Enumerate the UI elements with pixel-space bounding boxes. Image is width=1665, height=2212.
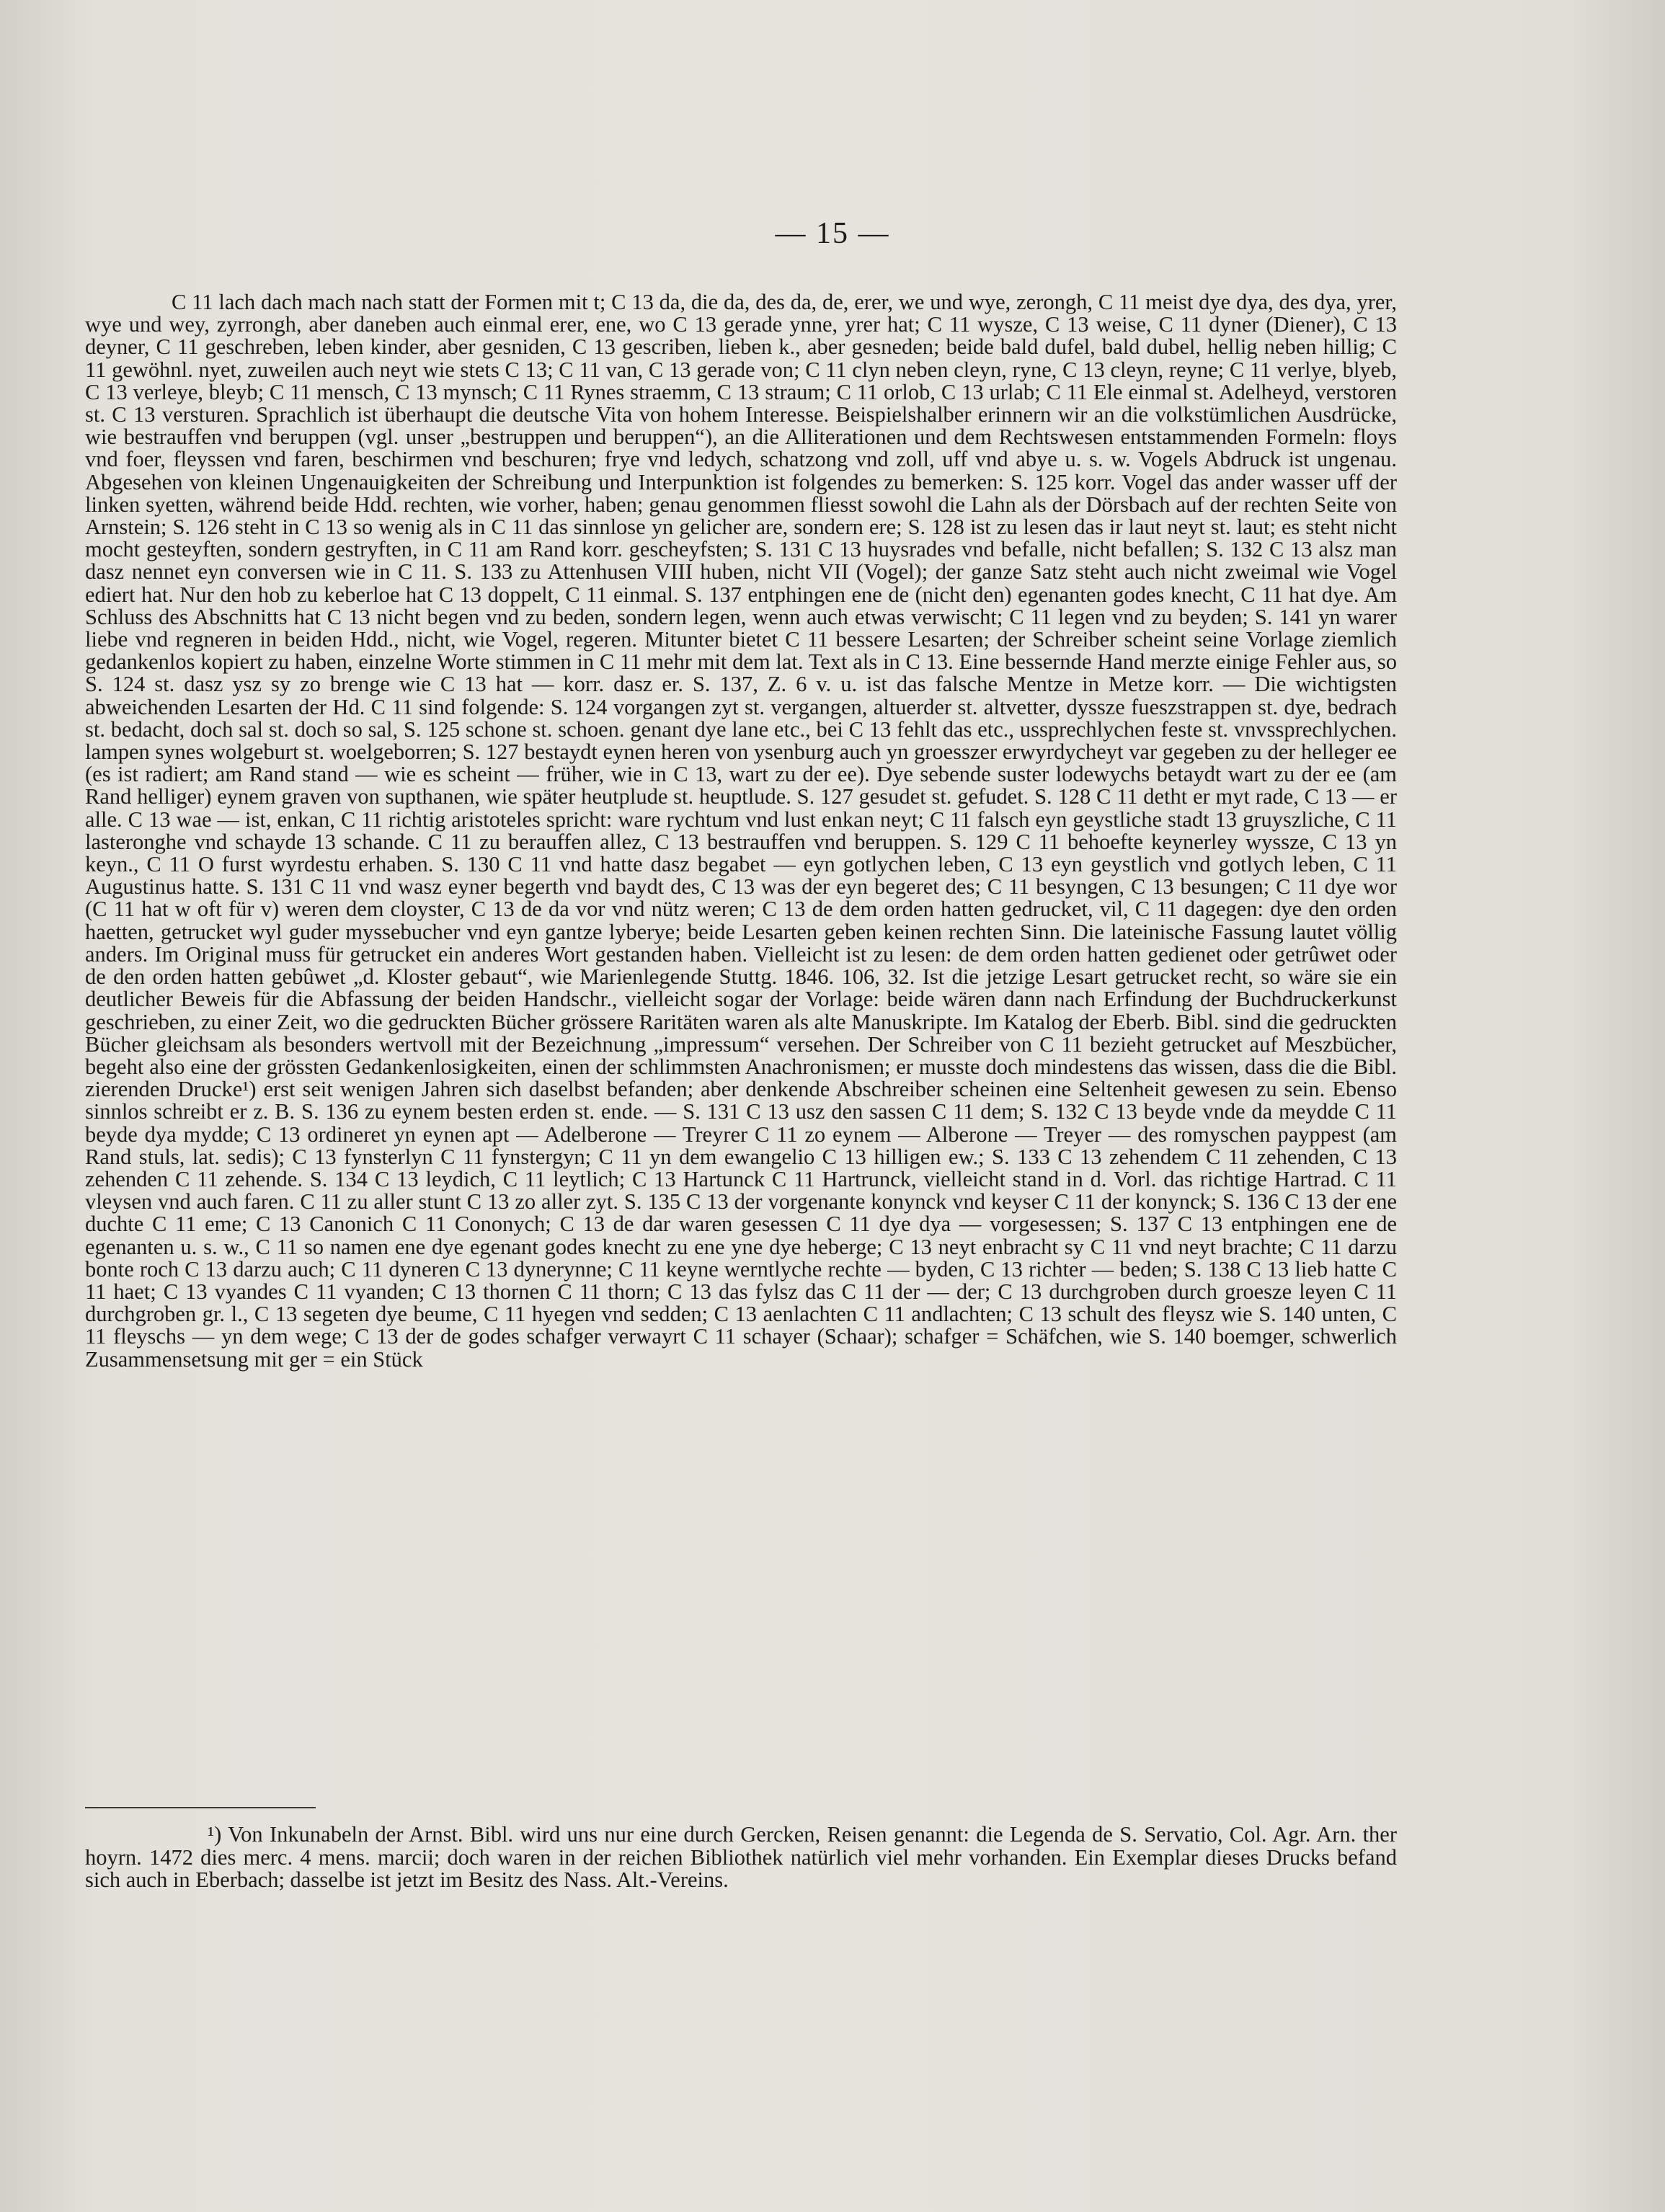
- footnote-divider: [85, 1807, 316, 1808]
- body-paragraph: C 11 lach dach mach nach statt der Formen mit t; C 13 da, die da, des da, de, erer, we und wye, zerongh, C 11 meist dye dya, des dya, yrer, wye und wey, zyrrongh, aber daneben auch einmal erer, ene, wo C 13 gerade ynne, yrer hat; C 11 wysze, C 13 weise, C 11 dyner (Diener), C 13 deyner, C 11 geschreben, leben kinder, aber gesniden, C 13 gescriben, lieben k., aber gesneden; beide bald dufel, bald dubel, hellig neben hillig; C 11 gewöhnl. nyet, zuweilen auch neyt wie stets C 13; C 11 van, C 13 gerade von; C 11 clyn neben cleyn, ryne, C 13 cleyn, reyne; C 11 verlye, blyeb, C 13 verleye, bleyb; C 11 mensch, C 13 mynsch; C 11 Rynes straemm, C 13 straum; C 11 orlob, C 13 urlab; C 11 Ele einmal st. Adelheyd, verstoren st. C 13 versturen. Sprachlich ist überhaupt die deutsche Vita von hohem Interesse. Beispielshalber erinnern wir an die volkstümlichen Ausdrücke, wie bestrauffen vnd beruppen (vgl. unser „bestruppen und beruppen“), an die Alliterationen und dem Rechtswesen entstammenden Formeln: floys vnd foer, fleyssen vnd faren, beschirmen vnd beschuren; frye vnd ledych, schatzong vnd zoll, uff vnd abye u. s. w. Vogels Abdruck ist ungenau. Abgesehen von kleinen Ungenauigkeiten der Schreibung und Interpunktion ist folgendes zu bemerken: S. 125 korr. Vogel das ander wasser uff der linken syetten, während beide Hdd. rechten, wie vorher, haben; genau genommen fliesst sowohl die Lahn als der Dörsbach auf der rechten Seite von Arnstein; S. 126 steht in C 13 so wenig als in C 11 das sinnlose yn gelicher are, sondern ere; S. 128 ist zu lesen das ir laut neyt st. laut; es steht nicht mocht gesteyften, sondern gestryften, in C 11 am Rand korr. gescheyfsten; S. 131 C 13 huysrades vnd befalle, nicht befallen; S. 132 C 13 alsz man dasz nennet eyn conversen wie in C 11. S. 133 zu Attenhusen VIII huben, nicht VII (Vogel); der ganze Satz steht auch nicht zweimal wie Vogel ediert hat. Nur den hob zu keberloe hat C 13 doppelt, C 11 einmal. S. 137 entphingen ene de (nicht den) egenanten godes knecht, C 11 hat dye. Am Schluss des Abschnitts hat C 13 nicht begen vnd zu beden, sondern legen, wenn auch etwas verwischt; C 11 legen vnd zu beyden; S. 141 yn warer liebe vnd regneren in beiden Hdd., nicht, wie Vogel, regeren. Mitunter bietet C 11 bessere Lesarten; der Schreiber scheint seine Vorlage ziemlich gedankenlos kopiert zu haben, einzelne Worte stimmen in C 11 mehr mit dem lat. Text als in C 13. Eine bessernde Hand merzte einige Fehler aus, so S. 124 st. dasz ysz sy zo brenge wie C 13 hat — korr. dasz er. S. 137, Z. 6 v. u. ist das falsche Mentze in Metze korr. — Die wichtigsten abweichenden Lesarten der Hd. C 11 sind folgende: S. 124 vorgangen zyt st. vergangen, altuerder st. altvetter, dyssze fueszstrappen st. dye, bedrach st. bedacht, doch sal st. doch so sal, S. 125 schone st. schoen. genant dye lane etc., bei C 13 fehlt das etc., ussprechlychen feste st. vnvssprechlychen. lampen synes wolgeburt st. woelgeborren; S. 127 bestaydt eynen heren von ysenburg auch yn groesszer erwyrdycheyt var gegeben zu der helleger ee (es ist radiert; am Rand stand — wie es scheint — früher, wie in C 13, wart zu der ee). Dye sebende suster lodewychs betaydt wart zu der ee (am Rand helliger) eynem graven von supthanen, wie später heutplude st. heuptlude. S. 127 gesudet st. gefudet. S. 128 C 11 detht er myt rade, C 13 — er alle. C 13 wae — ist, enkan, C 11 richtig aristoteles spricht: ware rychtum vnd lust enkan neyt; C 11 falsch eyn geystliche stadt 13 gruyszliche, C 11 lasteronghe vnd schayde 13 schande. C 11 zu berauffen allez, C 13 bestrauffen vnd beruppen. S. 129 C 11 behoefte keynerley wyssze, C 13 yn keyn., C 11 O furst wyrdestu erhaben. S. 130 C 11 vnd hatte dasz begabet — eyn gotlychen leben, C 13 eyn geystlich vnd gotlych leben, C 11 Augustinus hatte. S. 131 C 11 vnd wasz eyner begerth vnd baydt des, C 13 was der eyn begeret des; C 11 besyngen, C 13 besungen; C 11 dye wor (C 11 hat w oft für v) weren dem cloyster, C 13 de da vor vnd nütz weren; C 13 de dem orden hatten gedrucket, vil, C 11 dagegen: dye den orden haetten, getrucket wyl guder myssebucher vnd eyn gantze lyberye; beide Lesarten geben keinen rechten Sinn. Die lateinische Fassung lautet völlig anders. Im Original muss für getrucket ein anderes Wort gestanden haben. Vielleicht ist zu lesen: de dem orden hatten gedienet oder getrûwet oder de den orden hatten gebûwet „d. Kloster gebaut“, wie Marienlegende Stuttg. 1846. 106, 32. Ist die jetzige Lesart getrucket recht, so wäre sie ein deutlicher Beweis für die Abfassung der beiden Handschr., vielleicht sogar der Vorlage: beide wären dann nach Erfindung der Buchdruckerkunst geschrieben, zu einer Zeit, wo die gedruckten Bücher grössere Raritäten waren als alte Manuskripte. Im Katalog der Eberb. Bibl. sind die gedruckten Bücher gleichsam als besonders wertvoll mit der Bezeichnung „impressum“ versehen. Der Schreiber von C 11 bezieht getrucket auf Meszbücher, begeht also eine der grössten Gedankenlosigkeiten, einen der schlimmsten Anachronismen; er musste doch mindestens das wissen, dass die die Bibl. zierenden Drucke¹) erst seit wenigen Jahren sich daselbst befanden; aber denkende Abschreiber scheinen eine Seltenheit gewesen zu sein. Ebenso sinnlos schreibt er z. B. S. 136 zu eynem besten erden st. ende. — S. 131 C 13 usz den sassen C 11 dem; S. 132 C 13 beyde vnde da meydde C 11 beyde dya mydde; C 13 ordineret yn eynen apt — Adelberone — Treyrer C 11 zo eynem — Alberone — Treyer — des romyschen payppest (am Rand stuls, lat. sedis); C 13 fynsterlyn C 11 fynstergyn; C 11 yn dem ewangelio C 13 hilligen ew.; S. 133 C 13 zehendem C 11 zehenden, C 13 zehenden C 11 zehende. S. 134 C 13 leydich, C 11 leytlich; C 13 Hartunck C 11 Hartrunck, vielleicht stand in d. Vorl. das richtige Hartrad. C 11 vleysen vnd auch faren. C 11 zu aller stunt C 13 zo aller zyt. S. 135 C 13 der vorgenante konynck vnd keyser C 11 der konynck; S. 136 C 13 der ene duchte C 11 eme; C 13 Canonich C 11 Cononych; C 13 de dar waren gesessen C 11 dye dya — vorgesessen; S. 137 C 13 entphingen ene de egenanten u. s. w., C 11 so namen ene dye egenant godes knecht zu ene yne dye heberge; C 13 neyt enbracht sy C 11 vnd neyt brachte; C 11 darzu bonte roch C 13 darzu auch; C 11 dyneren C 13 dynerynne; C 11 keyne werntlyche rechte — byden, C 13 richter — beden; S. 138 C 13 lieb hatte C 11 haet; C 13 vyandes C 11 vyanden; C 13 thornen C 11 thorn; C 13 das fylsz das C 11 der — der; C 13 durchgroben durch groesze leyen C 11 durchgroben gr. l., C 13 segeten dye beume, C 11 hyegen vnd sedden; C 13 aenlachten C 11 andlachten; C 13 schult des fleysz wie S. 140 unten, C 11 fleyschs — yn dem wege; C 13 der de godes schafger verwayrt C 11 schayer (Schaar); schafger = Schäfchen, wie S. 140 boemger, schwerlich Zusammensetsung mit ger = ein Stück: [85, 290, 1397, 1372]
- footnote-text: ¹) Von Inkunabeln der Arnst. Bibl. wird uns nur eine durch Gercken, Reisen genannt: die Legenda de S. Servatio, Col. Agr. Arn. ther hoyrn. 1472 dies merc. 4 mens. marcii; doch waren in der reichen Bibliothek natürlich viel mehr vorhanden. Ein Exemplar dieses Drucks befand sich auch in Eberbach; dasselbe ist jetzt im Besitz des Nass. Alt.-Vereins.: [85, 1822, 1397, 1892]
- page-number: — 15 —: [775, 217, 890, 250]
- body-text: [85, 291, 1397, 1371]
- footnote: [85, 1824, 1397, 1892]
